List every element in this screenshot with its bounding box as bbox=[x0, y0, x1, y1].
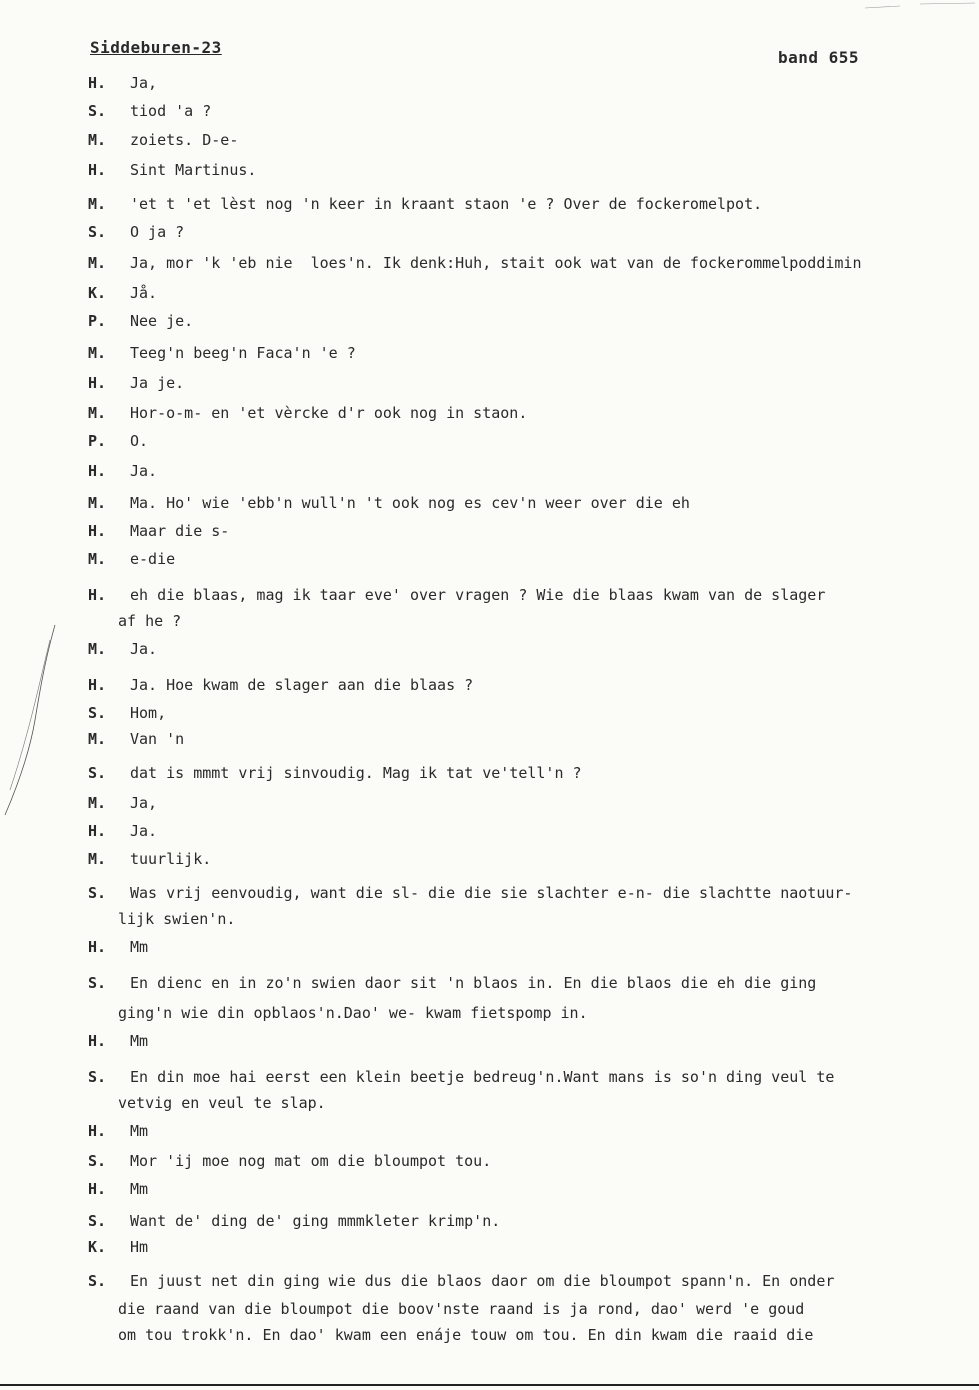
transcript-line bbox=[0, 1028, 979, 1054]
speaker-initial: S. bbox=[88, 102, 107, 120]
tape-number: band 655 bbox=[778, 48, 860, 67]
speaker-initial: M. bbox=[88, 131, 107, 149]
speaker-initial: S. bbox=[88, 764, 107, 782]
utterance-text: Ja, mor 'k 'eb nie loes'n. Ik denk:Huh, stait ook wat van de fockerommelpoddimin bbox=[130, 254, 862, 272]
utterance-text: Want de' ding de' ging mmmkleter krimp'n. bbox=[130, 1212, 501, 1230]
speaker-initial: H. bbox=[88, 822, 107, 840]
transcript-line bbox=[0, 428, 979, 454]
utterance-text: Ja. bbox=[130, 462, 158, 480]
speaker-initial: K. bbox=[88, 1238, 107, 1256]
transcript-line bbox=[0, 127, 979, 153]
speaker-initial: M. bbox=[88, 344, 107, 362]
document-title: Siddeburen-23 bbox=[90, 38, 222, 57]
speaker-initial: M. bbox=[88, 494, 107, 512]
utterance-text: tiod 'a ? bbox=[130, 102, 212, 120]
speaker-initial: M. bbox=[88, 730, 107, 748]
speaker-initial: S. bbox=[88, 1272, 107, 1290]
transcript-line bbox=[0, 582, 979, 608]
transcript-line bbox=[0, 308, 979, 334]
transcript-line bbox=[0, 880, 979, 906]
transcript-line bbox=[0, 370, 979, 396]
transcript-line bbox=[0, 518, 979, 544]
transcript-line bbox=[0, 98, 979, 124]
utterance-text: Teeg'n beeg'n Faca'n 'e ? bbox=[130, 344, 356, 362]
transcript-line bbox=[0, 700, 979, 726]
transcript-line bbox=[0, 1064, 979, 1090]
utterance-continuation: vetvig en veul te slap. bbox=[118, 1094, 326, 1112]
transcript-line bbox=[0, 250, 979, 276]
speaker-initial: P. bbox=[88, 432, 107, 450]
transcript-line bbox=[0, 1208, 979, 1234]
utterance-text: En din moe hai eerst een klein beetje bedreug'n.Want mans is so'n ding veul te bbox=[130, 1068, 835, 1086]
speaker-initial: S. bbox=[88, 1152, 107, 1170]
speaker-initial: S. bbox=[88, 1212, 107, 1230]
utterance-text: Van 'n bbox=[130, 730, 185, 748]
transcript-line bbox=[0, 1176, 979, 1202]
speaker-initial: M. bbox=[88, 794, 107, 812]
transcript-line bbox=[0, 1296, 979, 1322]
utterance-text: En juust net din ging wie dus die blaos daor om die bloumpot spann'n. En onder bbox=[130, 1272, 835, 1290]
utterance-text: Mm bbox=[130, 1032, 149, 1050]
transcript-line bbox=[0, 934, 979, 960]
speaker-initial: P. bbox=[88, 312, 107, 330]
margin-pencil-mark bbox=[0, 620, 60, 820]
utterance-text: Jå. bbox=[130, 284, 158, 302]
utterance-text: Nee je. bbox=[130, 312, 194, 330]
utterance-text: Maar die s- bbox=[130, 522, 230, 540]
transcript-line bbox=[0, 760, 979, 786]
speaker-initial: M. bbox=[88, 195, 107, 213]
transcript-line bbox=[0, 846, 979, 872]
utterance-text: Sint Martinus. bbox=[130, 161, 257, 179]
speaker-initial: M. bbox=[88, 404, 107, 422]
transcript-line bbox=[0, 1148, 979, 1174]
speaker-initial: H. bbox=[88, 1032, 107, 1050]
utterance-text: O. bbox=[130, 432, 149, 450]
utterance-text: O ja ? bbox=[130, 223, 185, 241]
transcript-line bbox=[0, 906, 979, 932]
speaker-initial: H. bbox=[88, 676, 107, 694]
utterance-text: Ja. bbox=[130, 822, 158, 840]
transcript-line bbox=[0, 191, 979, 217]
transcript-line bbox=[0, 340, 979, 366]
utterance-text: Was vrij eenvoudig, want die sl- die die sie slachter e-n- die slachtte naotuur- bbox=[130, 884, 853, 902]
transcript-line bbox=[0, 1234, 979, 1260]
utterance-text: Ja, bbox=[130, 74, 158, 92]
speaker-initial: M. bbox=[88, 550, 107, 568]
transcript-line bbox=[0, 280, 979, 306]
transcript-line bbox=[0, 157, 979, 183]
utterance-text: Ja je. bbox=[130, 374, 185, 392]
transcript-line bbox=[0, 458, 979, 484]
utterance-text: En dienc en in zo'n swien daor sit 'n blaos in. En die blaos die eh die ging bbox=[130, 974, 817, 992]
utterance-text: Ja. Hoe kwam de slager aan die blaas ? bbox=[130, 676, 474, 694]
speaker-initial: S. bbox=[88, 884, 107, 902]
transcript-line bbox=[0, 672, 979, 698]
speaker-initial: H. bbox=[88, 1180, 107, 1198]
speaker-initial: H. bbox=[88, 522, 107, 540]
utterance-text: Mm bbox=[130, 938, 149, 956]
speaker-initial: H. bbox=[88, 586, 107, 604]
speaker-initial: S. bbox=[88, 1068, 107, 1086]
transcript-line bbox=[0, 970, 979, 996]
utterance-continuation: ging'n wie din opblaos'n.Dao' we- kwam fietspomp in. bbox=[118, 1004, 588, 1022]
utterance-text: Ma. Ho' wie 'ebb'n wull'n 't ook nog es cev'n weer over die eh bbox=[130, 494, 690, 512]
transcript-line bbox=[0, 490, 979, 516]
bottom-edge-line bbox=[0, 1384, 979, 1386]
utterance-text: Hm bbox=[130, 1238, 149, 1256]
transcript-line bbox=[0, 1000, 979, 1026]
transcript-line bbox=[0, 70, 979, 96]
speaker-initial: S. bbox=[88, 974, 107, 992]
speaker-initial: S. bbox=[88, 704, 107, 722]
speaker-initial: M. bbox=[88, 640, 107, 658]
utterance-text: dat is mmmt vrij sinvoudig. Mag ik tat ve'tell'n ? bbox=[130, 764, 582, 782]
utterance-continuation: af he ? bbox=[118, 612, 182, 630]
transcript-line bbox=[0, 1322, 979, 1348]
utterance-continuation: die raand van die bloumpot die boov'nste raand is ja rond, dao' werd 'e goud bbox=[118, 1300, 805, 1318]
transcript-line bbox=[0, 546, 979, 572]
utterance-text: 'et t 'et lèst nog 'n keer in kraant staon 'e ? Over de fockeromelpot. bbox=[130, 195, 763, 213]
transcript-line bbox=[0, 1118, 979, 1144]
speaker-initial: H. bbox=[88, 374, 107, 392]
speaker-initial: H. bbox=[88, 462, 107, 480]
transcript-line bbox=[0, 790, 979, 816]
speaker-initial: M. bbox=[88, 254, 107, 272]
transcript-line bbox=[0, 636, 979, 662]
transcript-line bbox=[0, 818, 979, 844]
utterance-continuation: lijk swien'n. bbox=[118, 910, 236, 928]
transcript-line bbox=[0, 1090, 979, 1116]
utterance-continuation: om tou trokk'n. En dao' kwam een enáje touw om tou. En din kwam die raaid die bbox=[118, 1326, 814, 1344]
speaker-initial: H. bbox=[88, 1122, 107, 1140]
utterance-text: Ja, bbox=[130, 794, 158, 812]
transcript-line bbox=[0, 608, 979, 634]
transcript-line bbox=[0, 726, 979, 752]
utterance-text: Ja. bbox=[130, 640, 158, 658]
speaker-initial: M. bbox=[88, 850, 107, 868]
utterance-text: zoiets. D-e- bbox=[130, 131, 239, 149]
utterance-text: Mor 'ij moe nog mat om die bloumpot tou. bbox=[130, 1152, 492, 1170]
utterance-text: Mm bbox=[130, 1122, 149, 1140]
utterance-text: Mm bbox=[130, 1180, 149, 1198]
utterance-text: eh die blaas, mag ik taar eve' over vragen ? Wie die blaas kwam van de slager bbox=[130, 586, 826, 604]
utterance-text: e-die bbox=[130, 550, 176, 568]
speaker-initial: S. bbox=[88, 223, 107, 241]
transcript-line bbox=[0, 1268, 979, 1294]
utterance-text: Hor-o-m- en 'et vèrcke d'r ook nog in staon. bbox=[130, 404, 528, 422]
utterance-text: tuurlijk. bbox=[130, 850, 212, 868]
speaker-initial: H. bbox=[88, 161, 107, 179]
utterance-text: Hom, bbox=[130, 704, 167, 722]
transcript-line bbox=[0, 219, 979, 245]
speaker-initial: K. bbox=[88, 284, 107, 302]
transcript-line bbox=[0, 400, 979, 426]
corner-smudge bbox=[860, 0, 979, 20]
speaker-initial: H. bbox=[88, 938, 107, 956]
speaker-initial: H. bbox=[88, 74, 107, 92]
